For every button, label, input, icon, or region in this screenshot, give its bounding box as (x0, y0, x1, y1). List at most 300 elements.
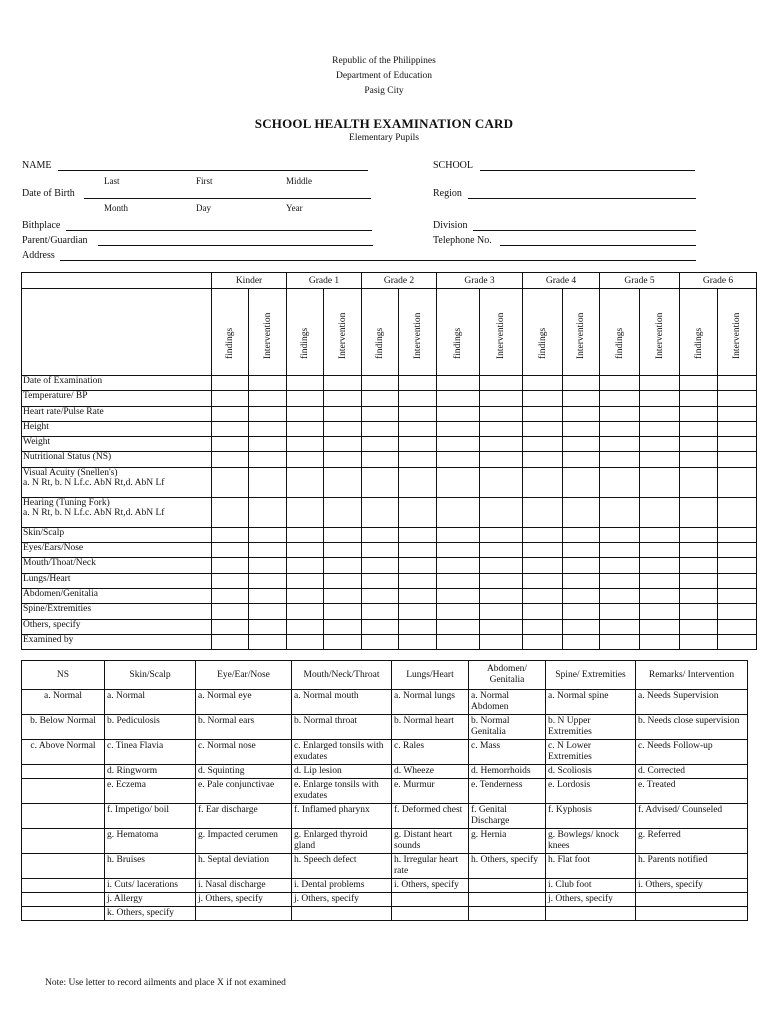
exam-entry-cell[interactable] (563, 573, 600, 588)
exam-entry-cell[interactable] (362, 376, 399, 391)
exam-entry-cell[interactable] (362, 543, 399, 558)
legend-cell: d. Lip lesion (292, 765, 392, 779)
division-input-line[interactable] (473, 230, 696, 231)
exam-entry-cell[interactable] (399, 588, 437, 603)
exam-entry-cell[interactable] (212, 452, 249, 467)
exam-entry-cell[interactable] (523, 406, 563, 421)
exam-entry-cell[interactable] (287, 604, 324, 619)
exam-entry-cell[interactable] (249, 391, 287, 406)
exam-entry-cell[interactable] (399, 527, 437, 542)
dob-input-line[interactable] (84, 198, 371, 199)
exam-entry-cell[interactable] (640, 437, 680, 452)
exam-entry-cell[interactable] (480, 467, 523, 497)
exam-entry-cell[interactable] (640, 452, 680, 467)
legend-cell: d. Hemorrhoids (469, 765, 546, 779)
exam-entry-cell[interactable] (718, 376, 757, 391)
exam-entry-cell[interactable] (324, 634, 362, 649)
exam-entry-cell[interactable] (362, 558, 399, 573)
exam-entry-cell[interactable] (523, 437, 563, 452)
intervention-label: Intervention (262, 312, 273, 359)
legend-cell: e. Murmur (392, 779, 469, 804)
legend-cell: i. Nasal discharge (196, 879, 292, 893)
exam-entry-cell[interactable] (523, 543, 563, 558)
exam-entry-cell[interactable] (287, 421, 324, 436)
exam-entry-cell[interactable] (563, 452, 600, 467)
exam-entry-cell[interactable] (399, 543, 437, 558)
exam-entry-cell[interactable] (437, 588, 480, 603)
exam-entry-cell[interactable] (362, 527, 399, 542)
exam-entry-cell[interactable] (212, 497, 249, 527)
grade-header: Grade 4 (523, 273, 600, 289)
exam-entry-cell[interactable] (680, 497, 718, 527)
legend-cell: c. Needs Follow-up (636, 740, 748, 765)
exam-entry-cell[interactable] (324, 467, 362, 497)
legend-cell: d. Wheeze (392, 765, 469, 779)
legend-cell: e. Lordosis (546, 779, 636, 804)
exam-entry-cell[interactable] (718, 634, 757, 649)
exam-entry-cell[interactable] (640, 376, 680, 391)
exam-entry-cell[interactable] (523, 527, 563, 542)
exam-entry-cell[interactable] (600, 543, 640, 558)
exam-entry-cell[interactable] (480, 573, 523, 588)
exam-entry-cell[interactable] (399, 573, 437, 588)
school-label: SCHOOL (433, 160, 474, 171)
exam-row-text: Others, specify (23, 619, 81, 630)
exam-entry-cell[interactable] (249, 497, 287, 527)
exam-entry-cell[interactable] (680, 406, 718, 421)
exam-entry-cell[interactable] (437, 527, 480, 542)
exam-entry-cell[interactable] (718, 558, 757, 573)
exam-entry-cell[interactable] (563, 391, 600, 406)
exam-entry-cell[interactable] (563, 497, 600, 527)
exam-entry-cell[interactable] (324, 588, 362, 603)
exam-entry-cell[interactable] (523, 376, 563, 391)
exam-entry-cell[interactable] (680, 527, 718, 542)
exam-entry-cell[interactable] (362, 497, 399, 527)
legend-cell: e. Eczema (105, 779, 196, 804)
exam-entry-cell[interactable] (680, 543, 718, 558)
exam-entry-cell[interactable] (640, 604, 680, 619)
exam-entry-cell[interactable] (437, 543, 480, 558)
exam-entry-cell[interactable] (480, 604, 523, 619)
exam-entry-cell[interactable] (362, 452, 399, 467)
exam-entry-cell[interactable] (249, 604, 287, 619)
legend-cell: a. Normal Abdomen (469, 690, 546, 715)
exam-entry-cell[interactable] (680, 391, 718, 406)
exam-entry-cell[interactable] (480, 497, 523, 527)
exam-entry-cell[interactable] (600, 376, 640, 391)
exam-entry-cell[interactable] (212, 406, 249, 421)
exam-entry-cell[interactable] (362, 391, 399, 406)
exam-entry-cell[interactable] (480, 406, 523, 421)
exam-entry-cell[interactable] (640, 497, 680, 527)
exam-entry-cell[interactable] (523, 619, 563, 634)
exam-entry-cell[interactable] (287, 588, 324, 603)
legend-cell: c. N Lower Extremities (546, 740, 636, 765)
intervention-header (399, 289, 437, 376)
exam-entry-cell[interactable] (600, 573, 640, 588)
exam-row-text: Mouth/Thoat/Neck (23, 558, 96, 569)
exam-entry-cell[interactable] (399, 497, 437, 527)
legend-cell: b. Normal throat (292, 715, 392, 740)
exam-entry-cell[interactable] (437, 604, 480, 619)
legend-cell: j. Others, specify (196, 893, 292, 907)
exam-entry-cell[interactable] (249, 437, 287, 452)
exam-entry-cell[interactable] (640, 634, 680, 649)
legend-cell: c. Rales (392, 740, 469, 765)
exam-entry-cell[interactable] (600, 452, 640, 467)
exam-entry-cell[interactable] (399, 604, 437, 619)
exam-entry-cell[interactable] (212, 634, 249, 649)
exam-entry-cell[interactable] (362, 437, 399, 452)
exam-entry-cell[interactable] (212, 437, 249, 452)
exam-entry-cell[interactable] (437, 437, 480, 452)
name-label: NAME (22, 160, 52, 171)
exam-entry-cell[interactable] (523, 558, 563, 573)
exam-entry-cell[interactable] (600, 437, 640, 452)
exam-entry-cell[interactable] (480, 619, 523, 634)
legend-cell: e. Enlarge tonsils with exudates (292, 779, 392, 804)
exam-entry-cell[interactable] (212, 604, 249, 619)
exam-entry-cell[interactable] (437, 391, 480, 406)
intervention-header (480, 289, 523, 376)
exam-entry-cell[interactable] (362, 406, 399, 421)
exam-entry-cell[interactable] (399, 452, 437, 467)
guardian-input-line[interactable] (98, 245, 373, 246)
exam-row-label (22, 573, 212, 588)
corner-cell (22, 289, 212, 376)
exam-entry-cell[interactable] (480, 452, 523, 467)
exam-entry-cell[interactable] (212, 543, 249, 558)
exam-entry-cell[interactable] (480, 588, 523, 603)
exam-entry-cell[interactable] (249, 527, 287, 542)
exam-entry-cell[interactable] (212, 376, 249, 391)
exam-entry-cell[interactable] (680, 619, 718, 634)
legend-cell (22, 804, 105, 829)
exam-entry-cell[interactable] (480, 527, 523, 542)
exam-entry-cell[interactable] (563, 421, 600, 436)
exam-entry-cell[interactable] (362, 573, 399, 588)
findings-header (680, 289, 718, 376)
exam-entry-cell[interactable] (640, 406, 680, 421)
exam-entry-cell[interactable] (324, 527, 362, 542)
exam-entry-cell[interactable] (437, 634, 480, 649)
exam-entry-cell[interactable] (287, 634, 324, 649)
legend-cell: j. Allergy (105, 893, 196, 907)
exam-entry-cell[interactable] (480, 634, 523, 649)
exam-entry-cell[interactable] (718, 497, 757, 527)
exam-entry-cell[interactable] (680, 421, 718, 436)
exam-entry-cell[interactable] (600, 391, 640, 406)
exam-entry-cell[interactable] (287, 437, 324, 452)
exam-entry-cell[interactable] (249, 406, 287, 421)
exam-entry-cell[interactable] (680, 604, 718, 619)
exam-entry-cell[interactable] (563, 588, 600, 603)
exam-entry-cell[interactable] (480, 437, 523, 452)
exam-entry-cell[interactable] (718, 588, 757, 603)
exam-row-label (22, 558, 212, 573)
exam-entry-cell[interactable] (287, 406, 324, 421)
legend-cell: e. Treated (636, 779, 748, 804)
exam-entry-cell[interactable] (362, 421, 399, 436)
legend-cell: g. Referred (636, 829, 748, 854)
exam-entry-cell[interactable] (249, 558, 287, 573)
exam-entry-cell[interactable] (212, 573, 249, 588)
exam-entry-cell[interactable] (324, 604, 362, 619)
exam-entry-cell[interactable] (600, 497, 640, 527)
exam-entry-cell[interactable] (437, 452, 480, 467)
exam-entry-cell[interactable] (324, 619, 362, 634)
region-input-line[interactable] (468, 198, 696, 199)
legend-cell: i. Others, specify (392, 879, 469, 893)
exam-entry-cell[interactable] (212, 558, 249, 573)
name-input-line[interactable] (58, 170, 368, 171)
exam-entry-cell[interactable] (437, 619, 480, 634)
exam-entry-cell[interactable] (640, 421, 680, 436)
exam-entry-cell[interactable] (437, 467, 480, 497)
exam-row-text: Lungs/Heart (23, 573, 71, 584)
legend-cell: a. Normal (105, 690, 196, 715)
page-subtitle: Elementary Pupils (349, 133, 419, 143)
legend-cell: b. Pediculosis (105, 715, 196, 740)
exam-entry-cell[interactable] (680, 467, 718, 497)
exam-entry-cell[interactable] (600, 421, 640, 436)
exam-entry-cell[interactable] (600, 634, 640, 649)
exam-entry-cell[interactable] (640, 527, 680, 542)
exam-entry-cell[interactable] (523, 497, 563, 527)
exam-entry-cell[interactable] (680, 634, 718, 649)
exam-entry-cell[interactable] (212, 467, 249, 497)
exam-entry-cell[interactable] (718, 604, 757, 619)
exam-entry-cell[interactable] (640, 467, 680, 497)
exam-entry-cell[interactable] (680, 376, 718, 391)
exam-entry-cell[interactable] (523, 421, 563, 436)
exam-entry-cell[interactable] (523, 467, 563, 497)
exam-entry-cell[interactable] (600, 406, 640, 421)
exam-entry-cell[interactable] (480, 543, 523, 558)
exam-entry-cell[interactable] (287, 452, 324, 467)
exam-entry-cell[interactable] (718, 437, 757, 452)
exam-entry-cell[interactable] (287, 467, 324, 497)
exam-entry-cell[interactable] (640, 543, 680, 558)
exam-entry-cell[interactable] (324, 573, 362, 588)
exam-entry-cell[interactable] (523, 588, 563, 603)
intervention-label: Intervention (412, 312, 423, 359)
exam-entry-cell[interactable] (362, 604, 399, 619)
exam-row-label (22, 467, 212, 497)
exam-entry-cell[interactable] (437, 421, 480, 436)
address-input-line[interactable] (60, 260, 696, 261)
legend-header: Lungs/Heart (392, 661, 469, 690)
exam-row-text: Spine/Extremities (23, 604, 92, 615)
exam-entry-cell[interactable] (362, 619, 399, 634)
exam-entry-cell[interactable] (480, 391, 523, 406)
exam-entry-cell[interactable] (480, 376, 523, 391)
exam-entry-cell[interactable] (718, 406, 757, 421)
exam-entry-cell[interactable] (399, 467, 437, 497)
exam-entry-cell[interactable] (399, 421, 437, 436)
exam-row-label (22, 634, 212, 649)
exam-entry-cell[interactable] (362, 634, 399, 649)
exam-entry-cell[interactable] (640, 558, 680, 573)
exam-entry-cell[interactable] (399, 437, 437, 452)
exam-entry-cell[interactable] (437, 406, 480, 421)
exam-entry-cell[interactable] (640, 391, 680, 406)
exam-entry-cell[interactable] (563, 558, 600, 573)
exam-entry-cell[interactable] (249, 573, 287, 588)
legend-cell (469, 907, 546, 921)
exam-entry-cell[interactable] (563, 604, 600, 619)
exam-entry-cell[interactable] (718, 452, 757, 467)
exam-entry-cell[interactable] (324, 376, 362, 391)
exam-entry-cell[interactable] (324, 497, 362, 527)
school-input-line[interactable] (480, 170, 695, 171)
exam-entry-cell[interactable] (600, 558, 640, 573)
exam-entry-cell[interactable] (523, 452, 563, 467)
exam-entry-cell[interactable] (718, 573, 757, 588)
legend-cell: f. Impetigo/ boil (105, 804, 196, 829)
legend-cell: f. Genital Discharge (469, 804, 546, 829)
legend-cell: b. Below Normal (22, 715, 105, 740)
exam-entry-cell[interactable] (324, 558, 362, 573)
legend-table (21, 660, 748, 921)
exam-entry-cell[interactable] (563, 527, 600, 542)
exam-entry-cell[interactable] (480, 558, 523, 573)
exam-entry-cell[interactable] (212, 421, 249, 436)
exam-entry-cell[interactable] (718, 543, 757, 558)
exam-entry-cell[interactable] (523, 634, 563, 649)
exam-entry-cell[interactable] (362, 467, 399, 497)
exam-row-text: Height (23, 421, 49, 432)
exam-entry-cell[interactable] (523, 573, 563, 588)
birthplace-input-line[interactable] (66, 230, 372, 231)
exam-entry-cell[interactable] (287, 619, 324, 634)
dob-label: Date of Birth (22, 188, 75, 199)
exam-entry-cell[interactable] (399, 406, 437, 421)
exam-entry-cell[interactable] (324, 391, 362, 406)
exam-entry-cell[interactable] (563, 619, 600, 634)
exam-entry-cell[interactable] (600, 588, 640, 603)
exam-entry-cell[interactable] (287, 543, 324, 558)
legend-cell: b. Normal heart (392, 715, 469, 740)
exam-entry-cell[interactable] (324, 437, 362, 452)
exam-entry-cell[interactable] (212, 619, 249, 634)
exam-entry-cell[interactable] (563, 406, 600, 421)
exam-entry-cell[interactable] (362, 588, 399, 603)
legend-cell: h. Flat foot (546, 854, 636, 879)
exam-entry-cell[interactable] (249, 467, 287, 497)
exam-entry-cell[interactable] (640, 573, 680, 588)
exam-entry-cell[interactable] (718, 421, 757, 436)
exam-entry-cell[interactable] (600, 467, 640, 497)
exam-entry-cell[interactable] (212, 527, 249, 542)
exam-entry-cell[interactable] (640, 588, 680, 603)
exam-entry-cell[interactable] (480, 421, 523, 436)
exam-entry-cell[interactable] (600, 604, 640, 619)
exam-entry-cell[interactable] (212, 391, 249, 406)
exam-entry-cell[interactable] (249, 421, 287, 436)
exam-entry-cell[interactable] (249, 543, 287, 558)
exam-entry-cell[interactable] (287, 497, 324, 527)
exam-entry-cell[interactable] (600, 619, 640, 634)
grade-header: Kinder (212, 273, 287, 289)
exam-entry-cell[interactable] (563, 467, 600, 497)
telephone-input-line[interactable] (500, 245, 696, 246)
exam-entry-cell[interactable] (399, 376, 437, 391)
exam-entry-cell[interactable] (680, 437, 718, 452)
legend-cell: d. Ringworm (105, 765, 196, 779)
exam-entry-cell[interactable] (718, 619, 757, 634)
exam-entry-cell[interactable] (287, 558, 324, 573)
exam-entry-cell[interactable] (437, 497, 480, 527)
header-city: Pasig City (364, 86, 404, 96)
exam-entry-cell[interactable] (563, 634, 600, 649)
exam-entry-cell[interactable] (563, 376, 600, 391)
day-caption: Day (196, 203, 211, 213)
exam-entry-cell[interactable] (249, 634, 287, 649)
exam-entry-cell[interactable] (399, 558, 437, 573)
legend-cell: e. Tenderness (469, 779, 546, 804)
exam-entry-cell[interactable] (718, 467, 757, 497)
exam-entry-cell[interactable] (249, 376, 287, 391)
exam-entry-cell[interactable] (718, 527, 757, 542)
exam-entry-cell[interactable] (600, 527, 640, 542)
exam-entry-cell[interactable] (640, 619, 680, 634)
exam-entry-cell[interactable] (287, 573, 324, 588)
exam-entry-cell[interactable] (287, 391, 324, 406)
exam-entry-cell[interactable] (399, 391, 437, 406)
exam-entry-cell[interactable] (249, 588, 287, 603)
exam-entry-cell[interactable] (324, 406, 362, 421)
exam-row-text: Examined by (23, 634, 74, 645)
exam-entry-cell[interactable] (212, 588, 249, 603)
exam-entry-cell[interactable] (563, 543, 600, 558)
exam-entry-cell[interactable] (399, 619, 437, 634)
exam-entry-cell[interactable] (437, 376, 480, 391)
findings-label: findings (375, 327, 386, 359)
exam-entry-cell[interactable] (523, 391, 563, 406)
exam-row-text: Visual Acuity (Snellen's) (23, 467, 118, 478)
exam-entry-cell[interactable] (249, 619, 287, 634)
exam-entry-cell[interactable] (287, 376, 324, 391)
legend-cell: f. Kyphosis (546, 804, 636, 829)
legend-cell (392, 893, 469, 907)
exam-row-text: Weight (23, 437, 51, 448)
exam-entry-cell[interactable] (324, 452, 362, 467)
exam-entry-cell[interactable] (399, 634, 437, 649)
exam-entry-cell[interactable] (287, 527, 324, 542)
exam-entry-cell[interactable] (563, 437, 600, 452)
exam-entry-cell[interactable] (249, 452, 287, 467)
legend-cell: g. Hernia (469, 829, 546, 854)
exam-entry-cell[interactable] (680, 558, 718, 573)
exam-entry-cell[interactable] (324, 421, 362, 436)
exam-entry-cell[interactable] (324, 543, 362, 558)
exam-entry-cell[interactable] (718, 391, 757, 406)
exam-entry-cell[interactable] (437, 573, 480, 588)
page-title: SCHOOL HEALTH EXAMINATION CARD (254, 116, 514, 131)
legend-header: Skin/Scalp (105, 661, 196, 690)
exam-entry-cell[interactable] (523, 604, 563, 619)
exam-entry-cell[interactable] (680, 588, 718, 603)
exam-entry-cell[interactable] (680, 573, 718, 588)
exam-entry-cell[interactable] (680, 452, 718, 467)
legend-cell (22, 879, 105, 893)
legend-cell (636, 907, 748, 921)
exam-entry-cell[interactable] (437, 558, 480, 573)
first-caption: First (196, 176, 213, 186)
exam-table (21, 272, 757, 650)
